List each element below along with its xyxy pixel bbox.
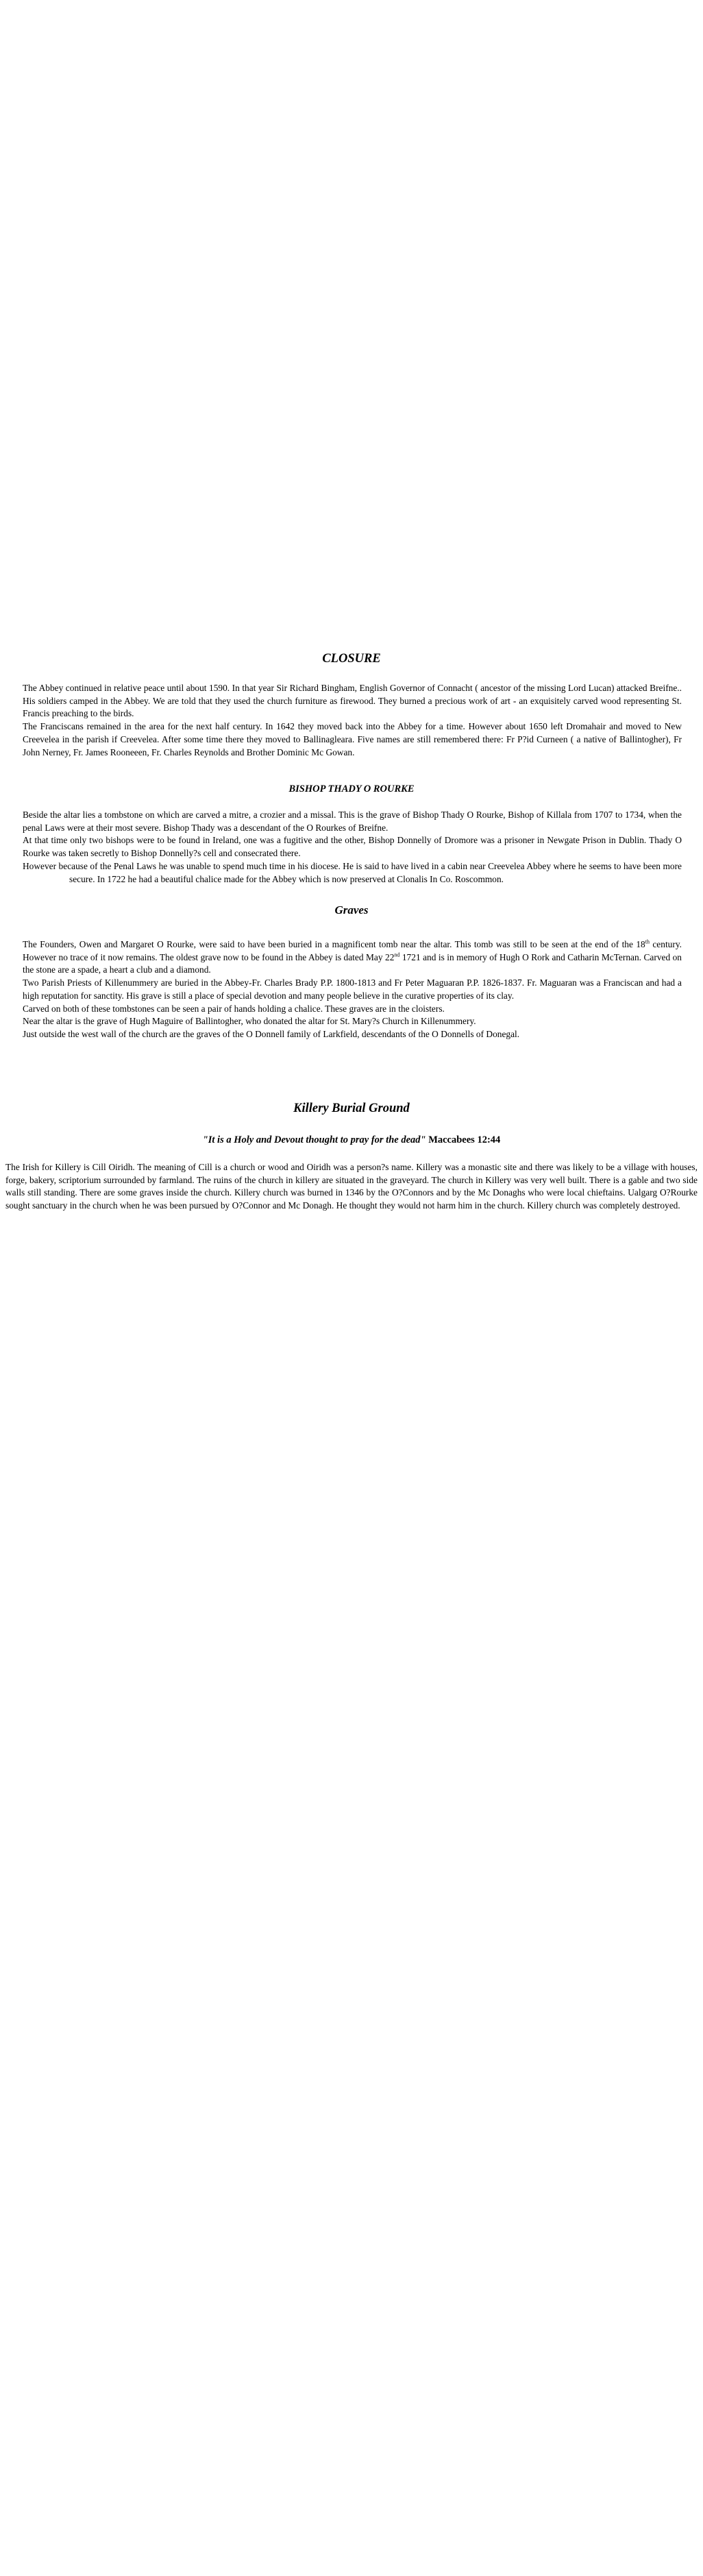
graves-paragraph-4: Near the altar is the grave of Hugh Maguire of Ballintogher, who donated the altar for St. Mary?s Church in Killenummery. [23,1016,476,1027]
graves-paragraph-3: Carved on both of these tombstones can be seen a pair of hands holding a chalice. These graves are in the cloisters. [23,1003,445,1014]
closure-paragraph-2: The Franciscans remained in the area for the next half century. In 1642 they moved back into the Abbey for a time. However about 1650 left Dromahair and moved to New Creevelea in the parish if Creevelea. After some time there they moved to Ballinagleara. Five names are still remembered there: Fr P?id Curneen ( a native of Ballintogher), Fr John Nerney, Fr. James Rooneeen, Fr. Charles Reynolds and Brother Dominic Mc Gowan. [23,721,682,757]
graves-paragraph-2: Two Parish Priests of Killenummery are buried in the Abbey-Fr. Charles Brady P.P. 1800-1813 and Fr Peter Maguaran P.P. 1826-1837. Fr. Maguaran was a Franciscan and had a high reputation for sanctity. His grave is still a place of special devotion and many people believe in the curative properties of its clay. [23,977,682,1001]
closure-heading: CLOSURE [322,652,381,666]
killery-paragraph: The Irish for Killery is Cill Oiridh. The meaning of Cill is a church or wood and Oiridh was a person?s name. Killery was a monastic site and there was likely to be a village with houses, forge, bakery, scriptorium surrounded by farmland. The ruins of the church in killery are situated in the graveyard. The church in Killery was very well built. There is a gable and two side walls still standing. There are some graves inside the church. Killery church was burned in 1346 by the O?Connors and by the Mc Donaghs who were local chieftains. Ualgarg O?Rourke sought sanctuary in the church when he was been pursued by O?Connor and Mc Donagh. He thought they would not harm him in the church. Killery church was completely destroyed. [5,1162,698,1211]
bishop-paragraph-2: At that time only two bishops were to be found in Ireland, one was a fugitive and the other, Bishop Donnelly of Dromore was a prisoner in Newgate Prison in Dublin. Thady O Rourke was taken secretly to Bishop Donnelly?s cell and consecrated there. [23,835,682,859]
graves-paragraph-5: Just outside the west wall of the church are the graves of the O Donnell family of Larkfield, descendants of the O Donnells of Donegal. [23,1028,520,1039]
bishop-paragraph-3: However because of the Penal Laws he was unable to spend much time in his diocese. He is said to have lived in a cabin near Creevelea Abbey where he seems to have been more secure. In 1722 he had a beautiful chalice made for the Abbey which is now preserved at Clonalis In Co. Roscommon. [23,860,682,884]
bishop-heading: BISHOP THADY O ROURKE [288,783,415,794]
closure-paragraph-1: The Abbey continued in relative peace until about 1590. In that year Sir Richard Bingham, English Governor of Connacht ( ancestor of the missing Lord Lucan) attacked Breifne.. His soldiers camped in the Abbey. We are told that they used the church furniture as firewood. They burned a precious work of art - an exquisitely carved wood representing St. Francis preaching to the birds. [23,683,682,719]
graves-paragraph-1: The Founders, Owen and Margaret O Rourke, were said to have been buried in a magnificent tomb near the altar. This tomb was still to be seen at the end of the 18th century. However no trace of it now remains. The oldest grave now to be found in the Abbey is dated May 22nd 1721 and is in memory of Hugh O Rork and Catharin McTernan. Carved on the stone are a spade, a heart a club and a diamond. [23,938,682,975]
killery-section [5,1161,698,1213]
bishop-paragraph-1: Beside the altar lies a tombstone on which are carved a mitre, a crozier and a missal. This is the grave of Bishop Thady O Rourke, Bishop of Killala from 1707 to 1734, when the penal Laws were at their most severe. Bishop Thady was a descendant of the O Rourkes of Breifne. [23,810,682,833]
graves-section [23,938,682,1041]
killery-quote-text: "It is a Holy and Devout thought to pray for the dead" [202,1134,426,1145]
killery-quote-source: Maccabees 12:44 [426,1134,501,1145]
bishop-section [23,809,682,886]
killery-heading: Killery Burial Ground [293,1102,410,1115]
killery-quote [0,1134,703,1146]
closure-section [23,682,682,759]
graves-heading: Graves [334,903,369,916]
